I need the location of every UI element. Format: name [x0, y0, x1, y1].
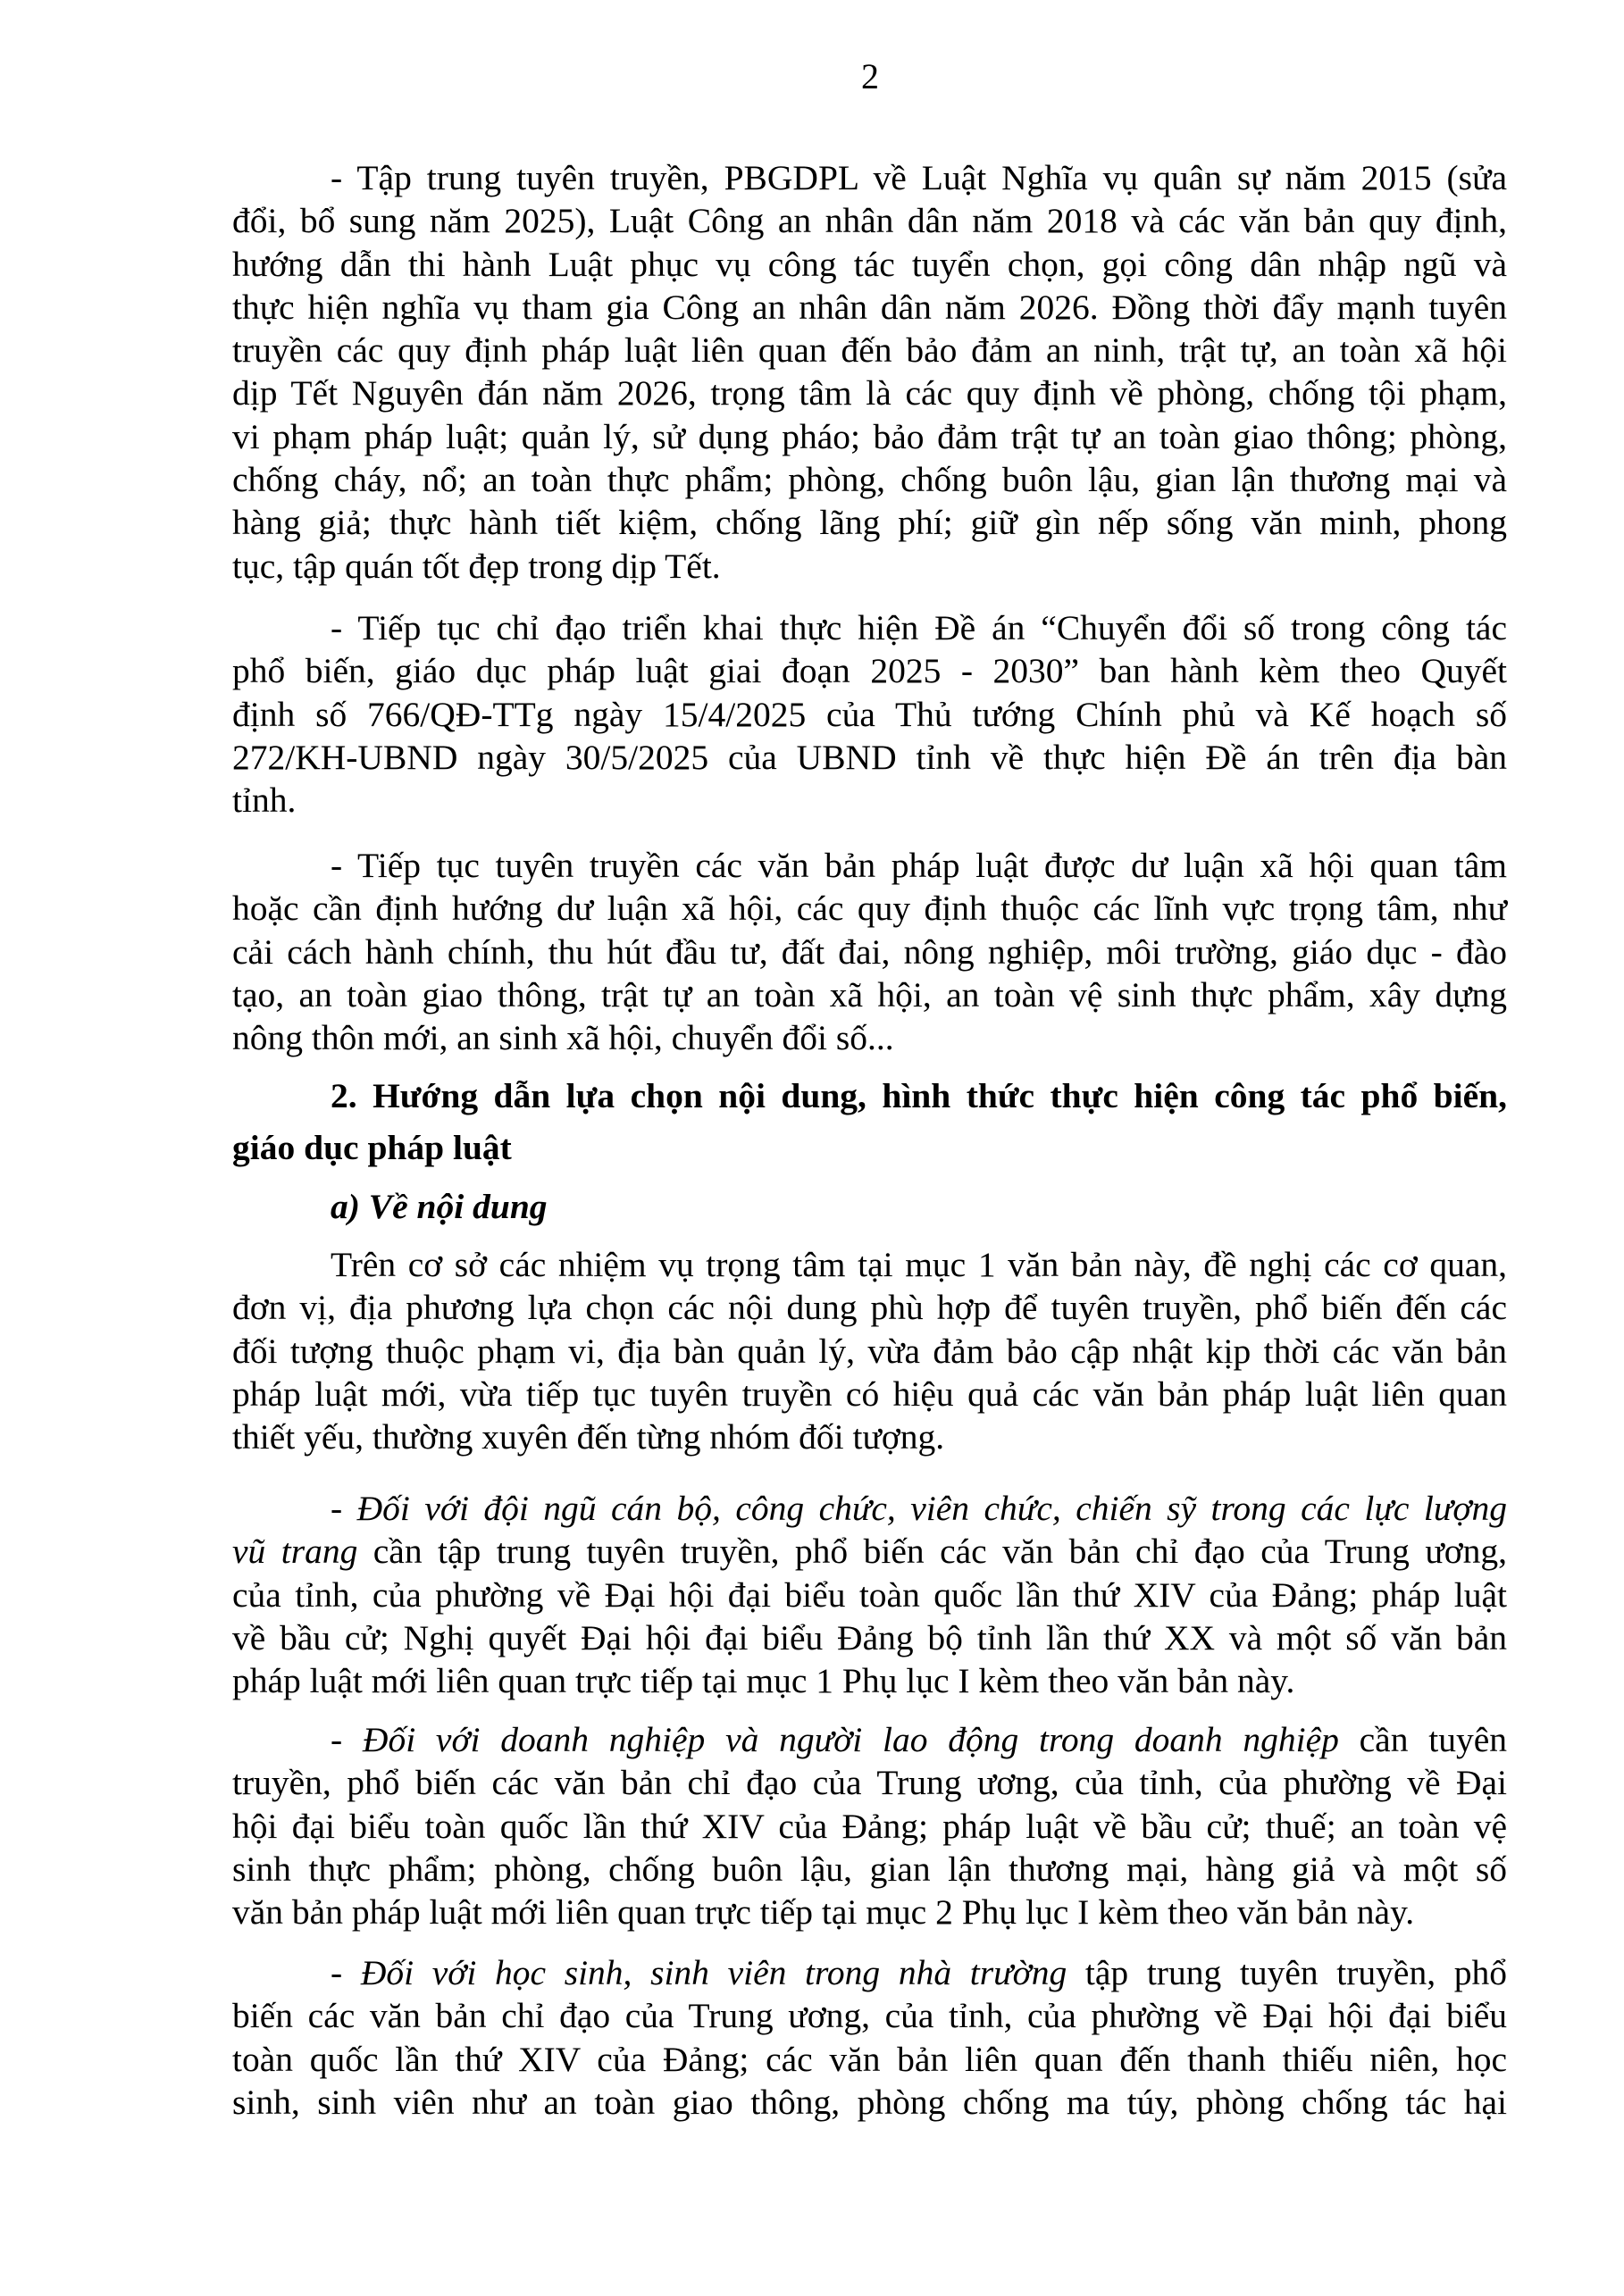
- page-number: 2: [861, 56, 879, 96]
- paragraph-enterprises-workers: [232, 1718, 1507, 1933]
- text-line: pháp luật mới, vừa tiếp tục tuyên truyền có hiệu quả các văn bản pháp luật liên quan: [232, 1373, 1507, 1414]
- heading-line: giáo dục pháp luật: [232, 1128, 512, 1167]
- text-line: cải cách hành chính, thu hút đầu tư, đất đai, nông nghiệp, môi trường, giáo dục - đào: [232, 931, 1507, 972]
- text-segment: cần tuyên: [1338, 1720, 1507, 1759]
- text-line: sinh thực phẩm; phòng, chống buôn lậu, gian lận thương mại, hàng giả và một số: [232, 1849, 1507, 1889]
- text-line: đổi, bổ sung năm 2025), Luật Công an nhân dân năm 2018 và các văn bản quy định,: [232, 201, 1507, 241]
- text-line: hội đại biểu toàn quốc lần thứ XIV của Đảng; pháp luật về bầu cử; thuế; an toàn vệ: [232, 1806, 1507, 1846]
- target-group-italic: Đối với đội ngũ cán bộ, công chức, viên chức, chiến sỹ trong các lực lượng: [356, 1489, 1508, 1528]
- subheading-line: a) Về nội dung: [331, 1187, 548, 1226]
- text-line: đơn vị, địa phương lựa chọn các nội dung phù hợp để tuyên truyền, phổ biến đến các: [232, 1288, 1507, 1328]
- paragraph-public-interest-laws: [232, 844, 1507, 1059]
- text-line: [232, 1487, 1507, 1530]
- text-line: của tỉnh, của phường về Đại hội đại biểu toàn quốc lần thứ XIV của Đảng; pháp luật: [232, 1574, 1507, 1615]
- text-line: [232, 1951, 1507, 1994]
- text-line: - Tiếp tục chỉ đạo triển khai thực hiện Đề án “Chuyển đổi số trong công tác: [331, 608, 1507, 647]
- dash: -: [331, 1720, 363, 1759]
- text-line: về bầu cử; Nghị quyết Đại hội đại biểu Đảng bộ tỉnh lần thứ XX và một số văn bản: [232, 1617, 1507, 1657]
- text-line: vi phạm pháp luật; quản lý, sử dụng pháo; bảo đảm trật tự an toàn giao thông; phòng,: [232, 416, 1507, 456]
- text-line: văn bản pháp luật mới liên quan trực tiếp tại mục 2 Phụ lục I kèm theo văn bản này.: [232, 1892, 1415, 1933]
- text-line: [232, 1718, 1507, 1761]
- text-line: sinh, sinh viên như an toàn giao thông, phòng chống ma túy, phòng chống tác hại: [232, 2082, 1507, 2122]
- text-line: định số 766/QĐ-TTg ngày 15/4/2025 của Thủ tướng Chính phủ và Kế hoạch số: [232, 694, 1507, 734]
- text-line: phổ biến, giáo dục pháp luật giai đoạn 2025 - 2030” ban hành kèm theo Quyết: [232, 651, 1507, 691]
- paragraph-officials-armed-forces: [232, 1487, 1507, 1702]
- paragraph-content-selection: [232, 1243, 1507, 1458]
- text-segment: tập trung tuyên truyền, phổ: [1067, 1953, 1507, 1992]
- text-line: nông thôn mới, an sinh xã hội, chuyển đổi số...: [232, 1018, 894, 1058]
- text-line: tỉnh.: [232, 781, 297, 821]
- subsection-heading: [232, 1185, 1507, 1228]
- text-line: truyền, phổ biến các văn bản chỉ đạo của Trung ương, của tỉnh, của phường về Đại: [232, 1763, 1507, 1803]
- text-line: biến các văn bản chỉ đạo của Trung ương, của tỉnh, của phường về Đại hội đại biểu: [232, 1996, 1507, 2036]
- text-segment: cần tập trung tuyên truyền, phổ biến các văn bản chỉ đạo của Trung ương,: [357, 1532, 1507, 1572]
- text-line: pháp luật mới liên quan trực tiếp tại mục 1 Phụ lục I kèm theo văn bản này.: [232, 1661, 1295, 1701]
- text-line: toàn quốc lần thứ XIV của Đảng; các văn bản liên quan đến thanh thiếu niên, học: [232, 2039, 1507, 2079]
- section-heading: [232, 1070, 1507, 1173]
- text-line: đối tượng thuộc phạm vi, địa bàn quản lý, vừa đảm bảo cập nhật kịp thời các văn bản: [232, 1331, 1507, 1371]
- text-line: hàng giả; thực hành tiết kiệm, chống lãng phí; giữ gìn nếp sống văn minh, phong: [232, 503, 1507, 543]
- dash: -: [331, 1953, 361, 1992]
- text-line: Trên cơ sở các nhiệm vụ trọng tâm tại mục 1 văn bản này, đề nghị các cơ quan,: [331, 1245, 1507, 1284]
- text-line: truyền các quy định pháp luật liên quan đến bảo đảm an ninh, trật tự, an toàn xã hội: [232, 330, 1507, 371]
- paragraph-students: [232, 1951, 1507, 2124]
- text-line: chống cháy, nổ; an toàn thực phẩm; phòng, chống buôn lậu, gian lận thương mại và: [232, 460, 1507, 500]
- text-line: tục, tập quán tốt đẹp trong dịp Tết.: [232, 546, 721, 586]
- text-line: hướng dẫn thi hành Luật phục vụ công tác tuyển chọn, gọi công dân nhập ngũ và: [232, 244, 1507, 284]
- text-line: - Tập trung tuyên truyền, PBGDPL về Luật Nghĩa vụ quân sự năm 2015 (sửa: [331, 158, 1507, 197]
- dash: -: [331, 1489, 357, 1528]
- text-line: hoặc cần định hướng dư luận xã hội, các quy định thuộc các lĩnh vực trọng tâm, như: [232, 889, 1507, 929]
- text-line: thực hiện nghĩa vụ tham gia Công an nhân dân năm 2026. Đồng thời đẩy mạnh tuyên: [232, 287, 1507, 327]
- text-line: tạo, an toàn giao thông, trật tự an toàn xã hội, an toàn vệ sinh thực phẩm, xây dựng: [232, 974, 1507, 1014]
- paragraph-military-service-law: [232, 156, 1507, 588]
- heading-line: 2. Hướng dẫn lựa chọn nội dung, hình thức thực hiện công tác phổ biến,: [331, 1076, 1507, 1115]
- text-line: [232, 1530, 1507, 1573]
- target-group-italic: vũ trang: [232, 1532, 358, 1572]
- text-line: dịp Tết Nguyên đán năm 2026, trọng tâm là các quy định về phòng, chống tội phạm,: [232, 373, 1507, 413]
- target-group-italic: Đối với học sinh, sinh viên trong nhà trường: [360, 1953, 1067, 1992]
- text-line: - Tiếp tục tuyên truyền các văn bản pháp luật được dư luận xã hội quan tâm: [331, 846, 1507, 885]
- text-line: 272/KH-UBND ngày 30/5/2025 của UBND tỉnh về thực hiện Đề án trên địa bàn: [232, 737, 1507, 777]
- target-group-italic: Đối với doanh nghiệp và người lao động trong doanh nghiệp: [362, 1720, 1339, 1759]
- paragraph-digital-transformation: [232, 606, 1507, 822]
- text-line: thiết yếu, thường xuyên đến từng nhóm đối tượng.: [232, 1417, 945, 1457]
